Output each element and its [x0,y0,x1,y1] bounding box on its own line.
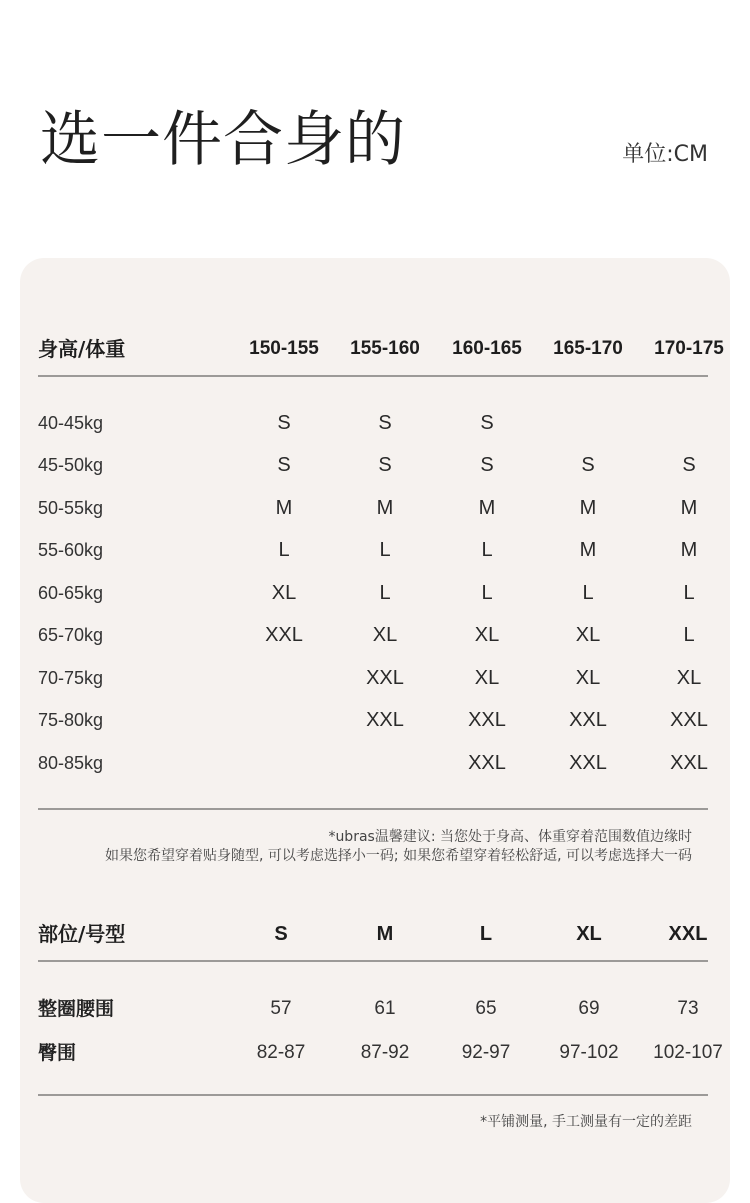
size-cell [639,408,739,438]
table-row [38,408,708,438]
size-cell: L [379,582,391,604]
size-cell: S [581,454,595,476]
size-cell: L [481,539,493,561]
size-cell: XL [474,667,500,689]
size-cell: M [376,497,394,519]
weight-label: 50-55kg [38,498,104,518]
size-cell: L [683,582,695,604]
size-cell: XXL [366,709,404,731]
unit-label: 单位:CM [622,142,708,167]
size-cell: XXL [670,752,708,774]
size-cell: L [582,582,594,604]
weight-label: 60-65kg [38,583,104,603]
table-row [38,493,708,523]
height-col-5: 170-175 [654,338,724,359]
table-row [38,1038,723,1068]
size-cell: L [379,539,391,561]
size-cell: L [481,582,493,604]
table-row [38,578,708,608]
divider [38,375,708,377]
size-cell: S [277,454,291,476]
weight-label: 55-60kg [38,540,104,560]
size-cell [234,663,334,693]
part-label: 臀围 [38,1042,77,1064]
weight-label: 45-50kg [38,455,104,475]
table-row [38,620,708,650]
size-guide-card [20,258,730,1203]
size-advice-note-line-2: 如果您希望穿着贴身随型, 可以考虑选择小一码; 如果您希望穿着轻松舒适, 可以考虑选择大一码 [105,848,692,864]
size-col-xxl: XXL [668,923,708,945]
divider [38,808,708,810]
measurement-note: *平铺测量, 手工测量有一定的差距 [480,1114,692,1130]
size-col-l: L [479,923,493,945]
weight-label: 40-45kg [38,413,104,433]
weight-label: 70-75kg [38,668,104,688]
size-cell: S [277,412,291,434]
size-cell: XXL [569,709,607,731]
size-cell: XL [372,624,398,646]
size-cell: S [480,412,494,434]
size-cell: XXL [468,752,506,774]
part-label: 整圈腰围 [38,998,115,1020]
measure-cell: 69 [578,998,600,1019]
size-cell: M [680,497,698,519]
height-col-3: 160-165 [452,338,522,359]
size-cell [335,748,435,778]
size-cell: XXL [366,667,404,689]
part-size-label: 部位/号型 [38,922,126,946]
size-cell [538,408,638,438]
measure-cell: 97-102 [559,1042,619,1063]
measure-cell: 87-92 [360,1042,410,1063]
size-cell: XL [676,667,702,689]
size-cell: XXL [468,709,506,731]
size-cell: XXL [670,709,708,731]
size-cell: XL [575,624,601,646]
size-cell: XL [474,624,500,646]
size-cell: M [579,539,597,561]
size-cell: L [683,624,695,646]
height-weight-label: 身高/体重 [38,337,126,361]
measure-cell: 73 [677,998,699,1019]
table-row [38,705,708,735]
measure-cell: 57 [270,998,292,1019]
measure-cell: 102-107 [653,1042,723,1063]
table-row [38,663,708,693]
size-cell: S [378,454,392,476]
size-cell: S [682,454,696,476]
size-chart-header [38,334,724,364]
measure-cell: 82-87 [256,1042,306,1063]
size-col-m: M [376,923,394,945]
size-cell: S [480,454,494,476]
size-cell: M [680,539,698,561]
measure-chart-header [38,919,708,949]
table-row [38,748,708,778]
size-cell [234,705,334,735]
divider [38,1094,708,1096]
size-cell: M [579,497,597,519]
size-cell: XL [575,667,601,689]
size-cell [234,748,334,778]
divider [38,960,708,962]
size-cell: S [378,412,392,434]
size-cell: M [275,497,293,519]
measure-cell: 92-97 [461,1042,511,1063]
height-col-4: 165-170 [553,338,623,359]
weight-label: 75-80kg [38,710,104,730]
table-row [38,450,708,480]
weight-label: 80-85kg [38,753,104,773]
size-cell: XXL [569,752,607,774]
measure-cell: 65 [475,998,497,1019]
size-cell: XXL [265,624,303,646]
size-cell: L [278,539,290,561]
height-col-1: 150-155 [249,338,319,359]
weight-label: 65-70kg [38,625,104,645]
table-row [38,994,708,1024]
page-title: 选一件合身的 [40,105,406,175]
height-col-2: 155-160 [350,338,420,359]
size-col-xl: XL [576,923,602,945]
size-advice-note-line-1: *ubras温馨建议: 当您处于身高、体重穿着范围数值边缘时 [328,829,692,845]
size-col-s: S [274,923,288,945]
size-cell: M [478,497,496,519]
measure-cell: 61 [374,998,396,1019]
size-cell: XL [271,582,297,604]
table-row [38,535,708,565]
